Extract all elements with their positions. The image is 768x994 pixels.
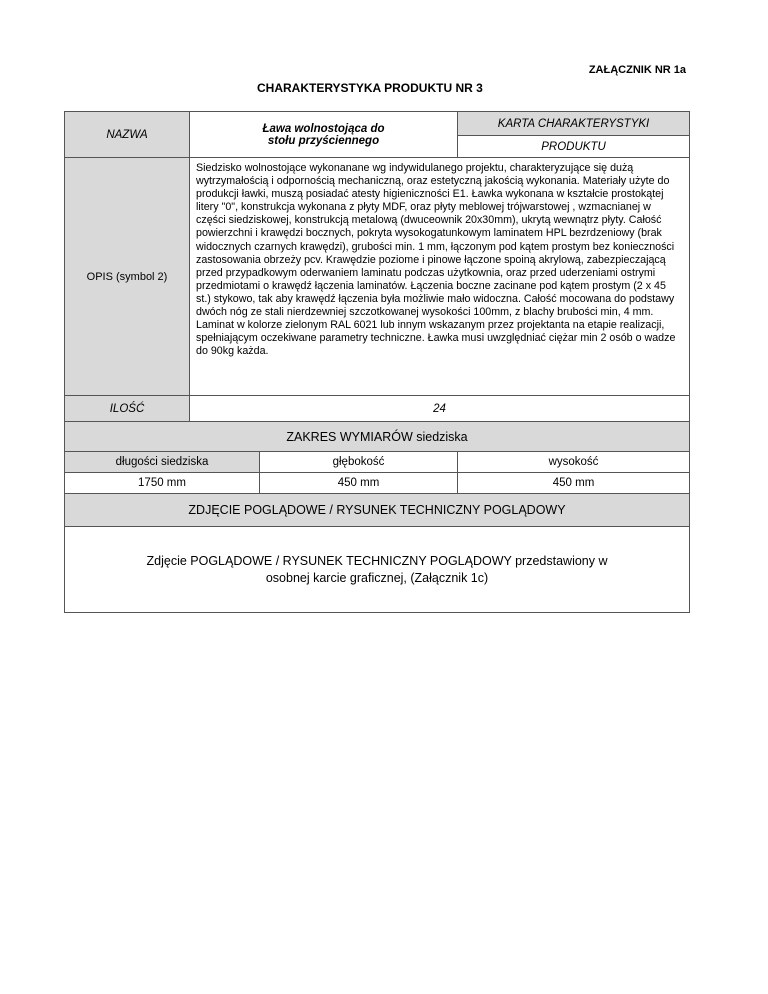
card-title-cell-2 [458, 136, 690, 158]
card-title-cell-1 [458, 112, 690, 136]
description-label-cell [65, 158, 190, 396]
dim-col-depth-cell [260, 452, 458, 473]
dim-col-length-cell [65, 452, 260, 473]
quantity-value: 24 [433, 402, 446, 415]
photo-note-cell [65, 527, 690, 613]
dimensions-header-row [65, 452, 690, 473]
card-title-line2: PRODUKTU [541, 140, 606, 153]
dim-val-depth-cell [260, 473, 458, 494]
photo-title: ZDJĘCIE POGLĄDOWE / RYSUNEK TECHNICZNY POGLĄDOWY [188, 503, 566, 517]
dimensions-title-cell [65, 422, 690, 452]
dim-val-length: 1750 mm [138, 477, 186, 489]
photo-note: Zdjęcie POGLĄDOWE / RYSUNEK TECHNICZNY POGLĄDOWY przedstawiony w osobnej karcie graficznej, (Załącznik 1c) [146, 553, 608, 585]
dim-val-height: 450 mm [552, 477, 595, 489]
photo-title-row [65, 494, 690, 527]
quantity-value-cell [190, 396, 690, 422]
dim-col-height: wysokość [548, 456, 599, 468]
product-name-cell [190, 112, 458, 158]
dim-col-height-cell [458, 452, 690, 473]
dim-val-depth: 450 mm [337, 477, 380, 489]
product-sheet-table [64, 111, 690, 613]
description-text: Siedzisko wolnostojące wykonanane wg indywidulanego projektu, charakteryzujące się dużą wytrzymałością i odpornością mechaniczną, oraz estetyczną jakością wykonania. Materiały użyte do produkcji ławki, muszą posiadać atesty higieniczności E1. Ławka wykonana w kształcie prostokątej litery "0", konstrukcja wykonana z płyty MDF, oraz płyty meblowej trójwarstowej , wzmacnianej w części siedziskowej, konstrukcją metalową (dwuceownik 20x30mm), ukrytą wewnątrz płyty. Całość powierzchni i krawędzi bocznych, pokryta wysokogatunkowym laminatem HPL bezrdzeniowy (brak widocznych czarnych krawędzi), grubości min. 1 mm, łączonym pod kątem prostym bez konieczności zastosowania obrzeży pcv. Krawędzie poziome i pinowe łączone spoiną akrylową, zabezpieczającą przed przypadkowym oderwaniem laminatu podczas użytkownia, oraz przed uderzeniami ostrymi przedmiotami o krawędź łączenia laminatów. Łączenia boczne zacinane pod kątem prostym (2 x 45 st.) stykowo, tak aby krawędź łączenia była możliwie mało widoczna. Całość mocowana do podstawy dwóch nóg ze stali nierdzewniej szczotkowanej wysokości 100mm, z blachy brubości min, 4 mm. Laminat w kolorze zielonym RAL 6021 lub innym wskazanym przez projektanta na etapie realizacji, spełniającym oczekiwane parametry techniczne. Ławka musi uwzględniać ciężar min 2 osób o wadze do 90kg każda. [196, 162, 676, 358]
dim-col-length: długości siedziska [115, 456, 209, 468]
dim-val-height-cell [458, 473, 690, 494]
card-title-line1: KARTA CHARAKTERYSTYKI [497, 117, 650, 130]
dimensions-values-row [65, 473, 690, 494]
dim-val-length-cell [65, 473, 260, 494]
photo-note-row [65, 527, 690, 613]
dimensions-title-row [65, 422, 690, 452]
description-row [65, 158, 690, 396]
name-label: NAZWA [106, 128, 148, 141]
document-title: CHARAKTERYSTYKA PRODUKTU NR 3 [257, 81, 483, 95]
quantity-label: ILOŚĆ [109, 402, 145, 415]
dimensions-title: ZAKRES WYMIARÓW siedziska [286, 429, 468, 444]
quantity-label-cell [65, 396, 190, 422]
name-label-cell [65, 112, 190, 158]
product-name: Ława wolnostojąca do stołu przyściennego [262, 122, 385, 147]
description-cell [190, 158, 690, 396]
attachment-label: ZAŁĄCZNIK NR 1a [588, 64, 686, 76]
name-row-top [65, 112, 690, 136]
dim-col-depth: głębokość [332, 456, 385, 468]
quantity-row [65, 396, 690, 422]
photo-title-cell [65, 494, 690, 527]
description-label: OPIS (symbol 2) [86, 270, 168, 283]
